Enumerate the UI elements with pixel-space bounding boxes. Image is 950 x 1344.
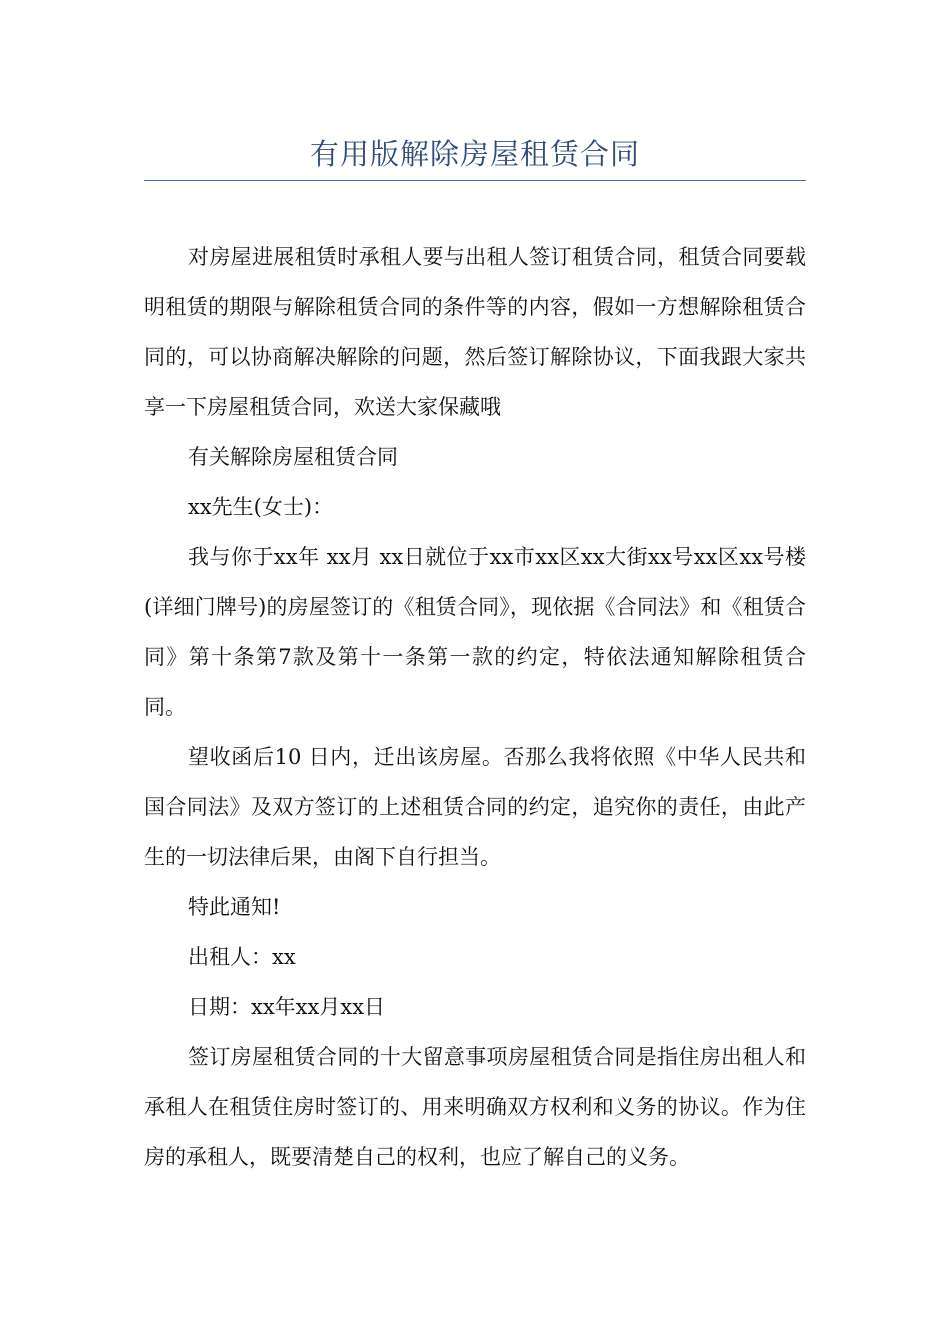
paragraph-closing: 特此通知! <box>188 895 281 919</box>
paragraph-date: 日期：xx年xx月xx日 <box>188 995 386 1019</box>
paragraph-precautions: 签订房屋租赁合同的十大留意事项房屋租赁合同是指住房出租人和承租人在租赁住房时签订的、用来明确双方权利和义务的协议。作为住房的承租人，既要清楚自己的权利，也应了解自己的义务。 <box>144 1045 806 1169</box>
paragraph-deadline: 望收函后10 日内，迁出该房屋。否那么我将依照《中华人民共和国合同法》及双方签订的上述租赁合同的约定，追究你的责任，由此产生的一切法律后果，由阁下自行担当。 <box>144 745 806 869</box>
document-title: 有用版解除房屋租赁合同 <box>309 137 640 171</box>
paragraph-salutation: xx先生(女士)： <box>188 495 334 519</box>
paragraph-notice: 我与你于xx年 xx月 xx日就位于xx市xx区xx大街xx号xx区xx号楼(详细门牌号)的房屋签订的《租赁合同》，现依据《合同法》和《租赁合同》第十条第7款及第十一条第一款的约定，特依法通知解除租赁合同。 <box>144 545 806 719</box>
title-underline <box>144 180 806 181</box>
document-body <box>144 232 806 1182</box>
paragraph-lessor: 出租人：xx <box>188 945 296 969</box>
paragraph-heading: 有关解除房屋租赁合同 <box>188 445 398 469</box>
paragraph-intro: 对房屋进展租赁时承租人要与出租人签订租赁合同，租赁合同要载明租赁的期限与解除租赁合同的条件等的内容，假如一方想解除租赁合同的，可以协商解决解除的问题，然后签订解除协议，下面我跟大家共享一下房屋租赁合同，欢送大家保藏哦 <box>144 245 806 419</box>
